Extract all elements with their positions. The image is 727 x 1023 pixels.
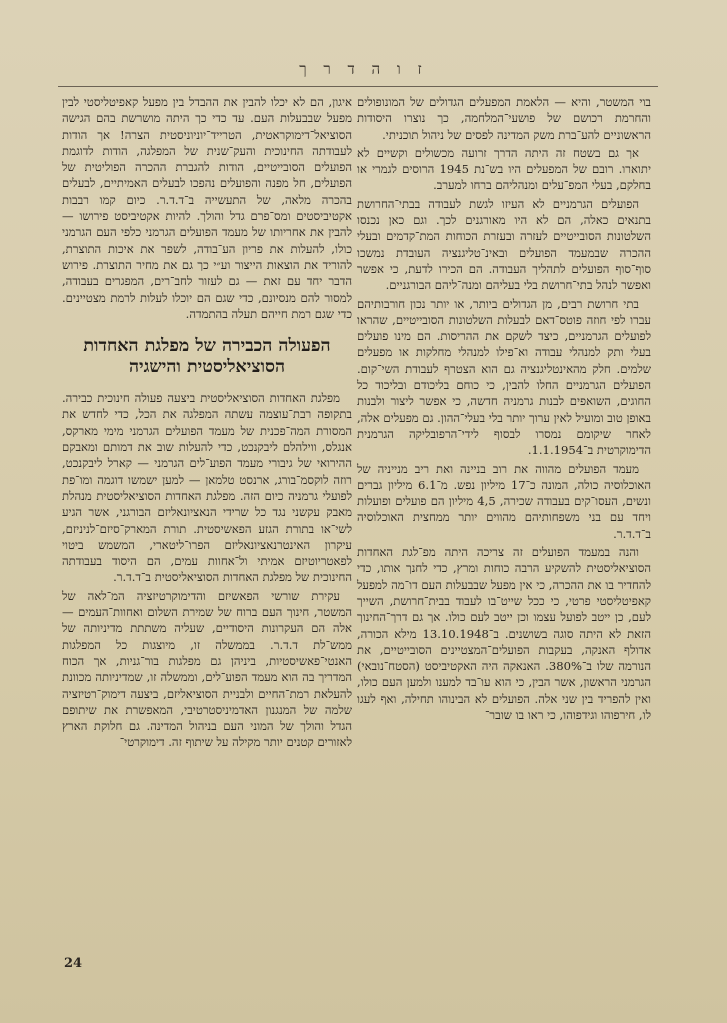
left-column [62, 94, 352, 753]
paragraph: איגון, הם לא יכלו להבין את ההבדל בין מפעל קאפיטליסטי לבין מפעל שבבעלות העם. עד כדי כך היתה מושרשת בהם הגישה הסוציאל־דימוקראטית, הטרייד־יוניוניסטית הצרה! אך הודות לעבודתה החינוכית והעק־שנית של המפלגה, הודות לדוגמת הפועלים הסובייטיים, הודות להגברת ההכרה הפוליטית של הפועלים, חל מפנה והפועלים נהפכו לבעלים האמיתיים, לבעלים בהכרה מלאה, של התעשייה ב־ד.ד.ר. כיום קמו רבבות אקטיביסטים ומס־פרם גדל והולך. להיות אקטיביסט פירושו — להבין את אחריותו של מעמד הפועלים הגרמני כלפי העם הגרמני כולו, להעלות את פריון הע־בודה, לשפר את איכות התוצרת, להוריד את הוצאות הייצור וע״י כך גם את מחיר התוצרת. פירוש הדבר יחד עם זאת — גם לעזור לחב־רים, המפגרים בעבודה, למסור להם מנסיונם, כדי שגם הם יוכלו לעלות לרמת מצטיינים. כדי שגם רמת חייהם תעלה בהתמדה. [62, 95, 352, 321]
section-title: הפעולה הכבירה של מפלגת האחדות הסוציאליסטית והישגיה [83, 336, 331, 378]
paragraph: מעמד הפועלים מהווה את רוב בניינה ואת ריב מנייניה של האוכלוסיה כולה, המונה כ־17 מיליון נפש. מ־6.1 מיליון גברים ונשים, העסו־קים בעבודה שכירה, 4,5 מיליון הם פועלים ופועלות ויחד עם בני משפחותיהם מהווים יותר ממחצית האוכלוסיה ב־ד.ד.ר. [357, 461, 651, 541]
paragraph: מפלגת האחדות הסוציאליסטית ביצעה פעולה חינוכית כבירה. בתקופה רבת־עוצמה עשתה המפלגה את הכל, כדי לחדש את המסורת המה־פכנית של מעמד הפועלים הגרמני מימי מארקס, אנגלס, ווילהלם ליבקנכט, כדי להעלות שוב את דמותם ומאבקם ההירואי של גיבורי מעמד הפוע־לים הגרמני — קארל ליבקנכט, רוזה לוקסמ־בורג, ארנסט טלמאן — למען ישמשו דוגמה ומו־פת לפועלי גרמניה כיום הזה. מפלגת האחדות הסוציאליסטית מנהלת מאבק עקשני נגד כל שרידי הנאציונאליזם הבורגני, אשר הגיע לשי־או בתורת הגזע הפאשיסטית. תורת המארק־סיזם־לניניזם, עיקרון האינטרנאציונאליזם הפרו־ליטארי, המשמש ביטוי לפאטריוטיזם אמיתי ול־אחוות עמים, הם היסוד בעבודתה החינוכית של מפלגת האחדות הסוציאליסטית ב־ד.ד.ר. [62, 391, 352, 585]
paragraph: אך גם בשטח זה היתה הדרך זרועה מכשולים וקשיים לא יתוארו. רובם של המפעלים היו בש־נת 1945 הרוסים לגמרי או בחלקם, בעלי המפ־עלים ומנהליהם ברחו למערב. [357, 145, 652, 193]
running-header: ז ו ה ד ר ך [299, 60, 428, 78]
paragraph: בתי חרושת רבים, מן הגדולים ביותר, או יותר נכון חורבותיהם עברו לפי חוזה פוטס־דאם לבעלות השלטונות הסובייטיים, שהראו לפועלים הגרמניים, כיצד לשקם את ההריסות. הם מינו פועלים בעלי ותק למנהלי עבודה וא־פילו למנהלי מחלקות או מפעלים שלמים. חלק מהאינטליגנציה גם הוא הצטרף לעבודת השי־קום. הפועלים הגרמניים החלו להבין, כי כוחם בליכודם ובליכוד כל החוגים, השואפים לבנות גרמניה חדשה, כי אפשר ליצור ולבנות באופן טוב ומועיל לאין ערוך יותר בלי בעלי־ההון. גם מפעלים אלה, לאחר שיקומם נמסרו לבסוף לידי־הרפובליקה הגרמנית הדימוקרטית ב־1.1.1954. [357, 296, 651, 458]
paragraph: והנה במעמד הפועלים זה צריכה היתה מפ־לגת האחדות הסוציאליסטית להשקיע הרבה כוחות ומרץ, כדי לחנך אותו, כדי להחדיר בו את ההכרה, כי אין מפעל שבבעלות העם דו־מה למפעל קאפיטליסטי פרטי, כי ככל שייט־בו לעבוד בבית־חרושת, השייך לעם, כן ייטב לפועל עצמו וכן ייטב לעם כולו. אך גם דרך־החינוך הזאת לא היתה סוגה בשושנים. ב־13.10.1948 מילא הכורה, אדולף האנקה, בעקבות הפועלים־המצטיינים הסובייטיים, את הנורמה שלו ב־380%. האנאקה היה האקטיביסט (הסטח־נובאי) הגרמני הראשון, אשר הבין, כי הוא עו־בד למענו ולמען העם כולו, ואין להפריד בין שני אלה. הפועלים לא הבינוהו תחילה, ואף לעגו לו, חירפוהו וגידפוהו, כי ראו בו שובר־ [357, 545, 652, 722]
header-rule [58, 86, 658, 87]
page-number: 24 [64, 956, 83, 971]
paragraph: בוי המשטר, והיא — הלאמת המפעלים הגדולים של המונופולים והחרמת רכושם של פושעי־המלחמה, כך נוצרו היסודות הראשוניים להע־ברת משק המדינה לפסים של ניהול תוכניתי. [357, 95, 651, 142]
paragraph: הפועלים הגרמניים לא העיזו לגשת לעבודה בבתי־החרושת בתנאים כאלה, הם לא היו מאורגנים לכך. וגם כאן נכנסו השלטונות הסובייטיים לעזרה ובעזרת הכוחות המת־קדמים ובעלי ההכרה שבמעמד הפועלים ובאינ־טליגנציה העובדת נמשכו סוף־סוף הפועלים לתהליך העבודה. הם הכירו לדעת, כי אפשר ואפשר לנהל בתי־חרושת בלי בעליהם ומנה־ליהם הבורגניים. [357, 196, 651, 293]
right-column [357, 94, 651, 725]
paragraph: עקירת שורשי הפאשיזם והדימוקרטיזציה המ־לאה של המשטר, חינוך העם ברוח של שמירת השלום ואחוות־העמים — אלה הם העקרונות היסודיים, שעליה משתתת מדיניותה של ממש־לת ד.ד.ר. בממשלה זו, מיוצגות כל המפלגות האנטי־פאשיסטיות, ביניהן גם מפלגות בור־גניות, אך הכוח המדריך בה הוא מעמד הפוע־לים, וממשלה זו, שמדיניותה מכוונת להעלאת רמת־החיים ולבניית הסוציאליזם, ביצעה דימוק־רטיזציה שלמה של המנגנון האדמיניסטרטיבי, המאפשרת את שיתופם הגדל והולך של המוני העם בניהול המדינה. גם חלוקת הארץ לאזורים קטנים יותר מקילה על שיתוף זה. דימוקרטי־ [62, 588, 352, 750]
